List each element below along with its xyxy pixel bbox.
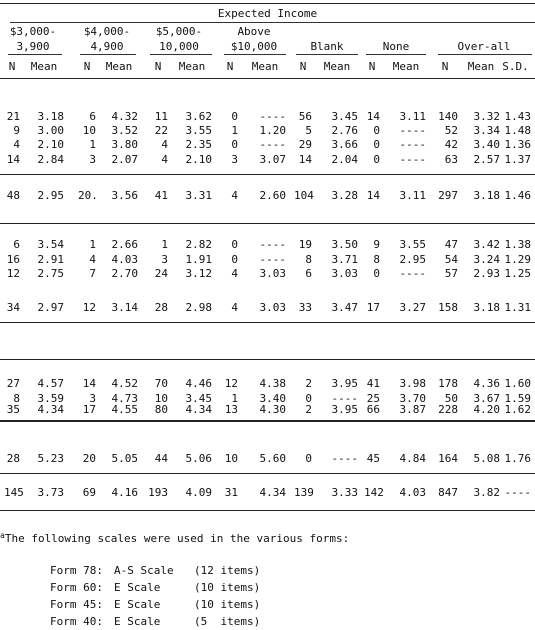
table-cell: 1.76	[504, 452, 531, 465]
sub-header-n-1: N	[8, 60, 16, 73]
table-row	[0, 189, 535, 203]
table-cell: 6	[305, 267, 312, 280]
table-cell: 2.95	[37, 189, 64, 202]
sub-header-n-2: N	[83, 60, 91, 73]
section-rule-1	[0, 174, 535, 175]
col-underline-4	[224, 54, 286, 55]
table-cell: 4.84	[399, 452, 426, 465]
sub-header-mean-7: Mean	[467, 60, 495, 73]
table-cell: 178	[438, 377, 458, 390]
table-cell: 5.60	[259, 452, 286, 465]
items-label: (5 items)	[194, 615, 261, 628]
sub-header-n-5: N	[299, 60, 307, 73]
table-cell: 0	[231, 138, 238, 151]
table-row	[0, 124, 535, 138]
section-rule-2	[0, 223, 535, 224]
table-row	[0, 138, 535, 152]
sub-header-mean-3: Mean	[178, 60, 206, 73]
table-cell: 2.66	[111, 238, 138, 251]
table-cell: 3.47	[331, 301, 358, 314]
table-cell: 6	[89, 110, 96, 123]
table-cell: 847	[438, 486, 458, 499]
table-cell: 0	[373, 153, 380, 166]
table-cell: 52	[444, 124, 458, 137]
table-cell: 3.42	[473, 238, 500, 251]
table-cell: 142	[364, 486, 384, 499]
table-cell: ----	[331, 452, 358, 465]
table-cell: 45	[366, 452, 380, 465]
table-cell: 3.87	[399, 403, 426, 416]
table-cell: 4.03	[111, 253, 138, 266]
sub-header-mean-4: Mean	[251, 60, 279, 73]
table-cell: 2.93	[473, 267, 500, 280]
table-cell: 3.95	[331, 403, 358, 416]
table-cell: 24	[154, 267, 168, 280]
table-cell: 2.04	[331, 153, 358, 166]
table-cell: 0	[231, 110, 238, 123]
table-cell: 2	[305, 403, 312, 416]
sub-header-n-4: N	[226, 60, 234, 73]
scale-label: E Scale	[114, 615, 161, 628]
col-underline-5	[296, 54, 358, 55]
table-cell: 16	[6, 253, 20, 266]
table-cell: 2.97	[37, 301, 64, 314]
sub-header-n-3: N	[154, 60, 162, 73]
table-row	[0, 452, 535, 466]
table-cell: 8	[373, 253, 380, 266]
table-cell: 3.03	[259, 301, 286, 314]
table-cell: 5	[305, 124, 312, 137]
table-row	[0, 110, 535, 124]
table-cell: 2.84	[37, 153, 64, 166]
table-cell: 2.60	[259, 189, 286, 202]
table-cell: 3.07	[259, 153, 286, 166]
table-cell: 3.11	[399, 110, 426, 123]
col-underline-3	[150, 54, 212, 55]
table-cell: 3.14	[111, 301, 138, 314]
table-cell: 19	[298, 238, 312, 251]
table-cell: 4.03	[399, 486, 426, 499]
table-cell: 4.57	[37, 377, 64, 390]
group-title: Expected Income	[217, 7, 318, 20]
table-cell: 1.29	[504, 253, 531, 266]
table-cell: ----	[399, 138, 426, 151]
table-cell: 3.45	[185, 392, 212, 405]
table-cell: 1.25	[504, 267, 531, 280]
table-cell: 9	[373, 238, 380, 251]
footnote-form-line	[50, 579, 260, 596]
form-label: Form 45:	[50, 598, 103, 611]
table-cell: 3	[161, 253, 168, 266]
table-cell: ----	[259, 238, 286, 251]
table-cell: 3.33	[331, 486, 358, 499]
table-cell: 4	[89, 253, 96, 266]
col-header-4-line1: Above	[237, 25, 271, 38]
table-cell: 1.20	[259, 124, 286, 137]
table-cell: 22	[154, 124, 168, 137]
table-cell: 2.82	[185, 238, 212, 251]
table-cell: 41	[154, 189, 168, 202]
table-cell: 4.34	[37, 403, 64, 416]
col-underline-6	[366, 54, 426, 55]
table-cell: 3.18	[473, 301, 500, 314]
table-cell: 9	[13, 124, 20, 137]
table-cell: 139	[294, 486, 314, 499]
col-header-3-line2: 10,000	[159, 40, 199, 53]
header-bottom-rule	[0, 78, 535, 79]
footnote-text: The following scales were used in the various forms:	[4, 532, 350, 545]
table-cell: 56	[298, 110, 312, 123]
table-cell: 2.91	[37, 253, 64, 266]
table-cell: 3.03	[331, 267, 358, 280]
table-cell: 5.06	[185, 452, 212, 465]
table-cell: 28	[154, 301, 168, 314]
table-cell: 8	[305, 253, 312, 266]
table-cell: 3.73	[37, 486, 64, 499]
table-cell: 48	[6, 189, 20, 202]
table-cell: 3	[231, 153, 238, 166]
table-cell: 28	[6, 452, 20, 465]
table-cell: 2.10	[37, 138, 64, 151]
items-label: (12 items)	[194, 564, 261, 577]
table-cell: 4	[231, 267, 238, 280]
col-header-1-line2: 3,900	[16, 40, 50, 53]
table-cell: 1	[89, 138, 96, 151]
table-cell: 3.03	[259, 267, 286, 280]
table-cell: 3.31	[185, 189, 212, 202]
table-row	[0, 153, 535, 167]
table-cell: 1	[161, 238, 168, 251]
table-cell: 3.27	[399, 301, 426, 314]
table-cell: 4.38	[259, 377, 286, 390]
footnote-form-line	[50, 613, 260, 630]
col-underline-7	[438, 54, 532, 55]
table-cell: 4	[161, 153, 168, 166]
table-cell: 4	[231, 189, 238, 202]
col-header-2-line1: $4,000-	[83, 25, 131, 38]
table-cell: 193	[148, 486, 168, 499]
table-cell: 10	[224, 452, 238, 465]
table-cell: 14	[366, 110, 380, 123]
scale-label: A-S Scale	[114, 564, 174, 577]
table-cell: 3.50	[331, 238, 358, 251]
table-cell: 3.32	[473, 110, 500, 123]
scale-label: E Scale	[114, 598, 161, 611]
table-cell: 3.28	[331, 189, 358, 202]
table-cell: 2.10	[185, 153, 212, 166]
col-header-6-line2: None	[382, 40, 410, 53]
table-row	[0, 403, 535, 417]
table-cell: 4.52	[111, 377, 138, 390]
table-cell: 12	[224, 377, 238, 390]
table-cell: 1.38	[504, 238, 531, 251]
table-cell: 35	[6, 403, 20, 416]
table-cell: 0	[231, 238, 238, 251]
table-cell: ----	[259, 138, 286, 151]
section-rule-5	[0, 420, 535, 422]
table-cell: 3.55	[399, 238, 426, 251]
table-cell: ----	[399, 124, 426, 137]
table-cell: 20	[82, 452, 96, 465]
sub-header-mean-1: Mean	[30, 60, 58, 73]
table-cell: 3.52	[111, 124, 138, 137]
table-row	[0, 267, 535, 281]
table-cell: 2.75	[37, 267, 64, 280]
table-cell: 69	[82, 486, 96, 499]
table-cell: ----	[399, 153, 426, 166]
table-cell: 1	[89, 238, 96, 251]
table-cell: 3.54	[37, 238, 64, 251]
table-cell: 145	[4, 486, 24, 499]
col-underline-1	[8, 54, 62, 55]
table-cell: 33	[298, 301, 312, 314]
table-cell: 4.16	[111, 486, 138, 499]
table-cell: 228	[438, 403, 458, 416]
table-cell: 2	[305, 377, 312, 390]
table-cell: 3.24	[473, 253, 500, 266]
table-cell: ----	[259, 110, 286, 123]
table-cell: 3.55	[185, 124, 212, 137]
col-header-1-line1: $3,000-	[9, 25, 57, 38]
table-cell: 47	[444, 238, 458, 251]
table-cell: 4.34	[259, 486, 286, 499]
table-cell: 11	[154, 110, 168, 123]
table-cell: 20.	[78, 189, 98, 202]
table-cell: ----	[504, 486, 531, 499]
table-cell: 34	[6, 301, 20, 314]
table-cell: 14	[6, 153, 20, 166]
table-cell: 3.71	[331, 253, 358, 266]
table-cell: 10	[82, 124, 96, 137]
table-cell: 8	[13, 392, 20, 405]
table-cell: 2.35	[185, 138, 212, 151]
table-cell: 12	[6, 267, 20, 280]
table-cell: 54	[444, 253, 458, 266]
items-label: (10 items)	[194, 581, 261, 594]
table-cell: 3.56	[111, 189, 138, 202]
table-cell: 4.30	[259, 403, 286, 416]
table-cell: 4.46	[185, 377, 212, 390]
table-cell: 3.82	[473, 486, 500, 499]
table-cell: 3.18	[473, 189, 500, 202]
table-cell: 3.34	[473, 124, 500, 137]
table-cell: 2.76	[331, 124, 358, 137]
table-cell: 17	[366, 301, 380, 314]
footnote-form-line	[50, 562, 260, 579]
table-cell: 27	[6, 377, 20, 390]
table-cell: 2.70	[111, 267, 138, 280]
table-cell: 4.32	[111, 110, 138, 123]
table-cell: 3.45	[331, 110, 358, 123]
table-cell: 14	[82, 377, 96, 390]
table-cell: 0	[231, 253, 238, 266]
table-cell: 140	[438, 110, 458, 123]
table-cell: 14	[366, 189, 380, 202]
section-rule-3	[0, 322, 535, 323]
table-cell: 29	[298, 138, 312, 151]
footnote	[0, 529, 349, 546]
sub-header-mean-2: Mean	[105, 60, 133, 73]
scale-label: E Scale	[114, 581, 161, 594]
table-cell: 41	[366, 377, 380, 390]
table-row	[0, 253, 535, 267]
table-cell: 1	[231, 124, 238, 137]
table-cell: 2.57	[473, 153, 500, 166]
table-cell: 5.08	[473, 452, 500, 465]
form-label: Form 60:	[50, 581, 103, 594]
table-cell: 1.62	[504, 403, 531, 416]
table-cell: 104	[294, 189, 314, 202]
group-underline	[10, 22, 535, 23]
form-label: Form 78:	[50, 564, 103, 577]
col-underline-2	[80, 54, 136, 55]
table-cell: 0	[305, 392, 312, 405]
table-cell: 7	[89, 267, 96, 280]
table-cell: 1	[231, 392, 238, 405]
table-cell: ----	[331, 392, 358, 405]
table-cell: 3.70	[399, 392, 426, 405]
table-cell: 4	[13, 138, 20, 151]
table-cell: 6	[13, 238, 20, 251]
top-rule	[0, 3, 535, 4]
col-header-3-line1: $5,000-	[155, 25, 203, 38]
table-cell: 3.66	[331, 138, 358, 151]
table-cell: 1.31	[504, 301, 531, 314]
table-cell: 3.40	[259, 392, 286, 405]
table-cell: 4.73	[111, 392, 138, 405]
table-cell: 3.40	[473, 138, 500, 151]
table-cell: 10	[154, 392, 168, 405]
table-cell: 57	[444, 267, 458, 280]
table-cell: 3.00	[37, 124, 64, 137]
table-cell: ----	[259, 253, 286, 266]
table-cell: 1.37	[504, 153, 531, 166]
table-cell: 66	[366, 403, 380, 416]
section-rule-6	[0, 473, 535, 474]
table-cell: 3	[89, 392, 96, 405]
table-cell: 3.62	[185, 110, 212, 123]
table-cell: 4.55	[111, 403, 138, 416]
table-cell: 80	[154, 403, 168, 416]
table-cell: 4	[231, 301, 238, 314]
table-cell: 13	[224, 403, 238, 416]
table-cell: 4	[161, 138, 168, 151]
table-cell: 164	[438, 452, 458, 465]
table-cell: 3.11	[399, 189, 426, 202]
table-cell: 17	[82, 403, 96, 416]
table-cell: 3.67	[473, 392, 500, 405]
table-row	[0, 377, 535, 391]
table-cell: 4.34	[185, 403, 212, 416]
table-row	[0, 301, 535, 315]
section-rule-4	[0, 359, 535, 360]
table-row	[0, 486, 535, 500]
sub-header-mean-5: Mean	[323, 60, 351, 73]
table-cell: 2.95	[399, 253, 426, 266]
col-header-7-line2: Over-all	[457, 40, 511, 53]
table-cell: 5.23	[37, 452, 64, 465]
table-cell: 1.59	[504, 392, 531, 405]
sub-header-mean-6: Mean	[392, 60, 420, 73]
sub-header-n-6: N	[368, 60, 376, 73]
table-cell: 1.91	[185, 253, 212, 266]
table-cell: 3.18	[37, 110, 64, 123]
table-cell: 297	[438, 189, 458, 202]
table-cell: 3.59	[37, 392, 64, 405]
table-cell: 12	[82, 301, 96, 314]
table-cell: 4.36	[473, 377, 500, 390]
table-cell: 4.09	[185, 486, 212, 499]
sub-header-n-7: N	[441, 60, 449, 73]
table-cell: 3.95	[331, 377, 358, 390]
table-cell: ----	[399, 267, 426, 280]
table-cell: 14	[298, 153, 312, 166]
table-cell: 1.48	[504, 124, 531, 137]
bottom-rule	[0, 510, 535, 511]
table-cell: 70	[154, 377, 168, 390]
col-header-4-line2: $10,000	[230, 40, 278, 53]
items-label: (10 items)	[194, 598, 261, 611]
table-cell: 3.98	[399, 377, 426, 390]
table-cell: 5.05	[111, 452, 138, 465]
table-cell: 0	[373, 267, 380, 280]
sub-header-sd: S.D.	[502, 60, 529, 73]
table-cell: 44	[154, 452, 168, 465]
table-cell: 0	[305, 452, 312, 465]
table-cell: 1.46	[504, 189, 531, 202]
table-cell: 1.60	[504, 377, 531, 390]
table-cell: 2.98	[185, 301, 212, 314]
table-cell: 3.12	[185, 267, 212, 280]
table-cell: 4.20	[473, 403, 500, 416]
footnote-form-line	[50, 596, 260, 613]
table-cell: 42	[444, 138, 458, 151]
table-cell: 1.36	[504, 138, 531, 151]
table-cell: 3.80	[111, 138, 138, 151]
col-header-2-line2: 4,900	[90, 40, 124, 53]
table-cell: 0	[373, 124, 380, 137]
table-cell: 21	[6, 110, 20, 123]
table-row	[0, 238, 535, 252]
table-cell: 2.07	[111, 153, 138, 166]
footnote-marker: a	[0, 531, 5, 540]
table-cell: 25	[366, 392, 380, 405]
table-cell: 31	[224, 486, 238, 499]
table-cell: 0	[373, 138, 380, 151]
table-cell: 50	[444, 392, 458, 405]
table-cell: 3	[89, 153, 96, 166]
form-label: Form 40:	[50, 615, 103, 628]
table-cell: 1.43	[504, 110, 531, 123]
table-cell: 63	[444, 153, 458, 166]
col-header-5-line2: Blank	[310, 40, 344, 53]
table-cell: 158	[438, 301, 458, 314]
